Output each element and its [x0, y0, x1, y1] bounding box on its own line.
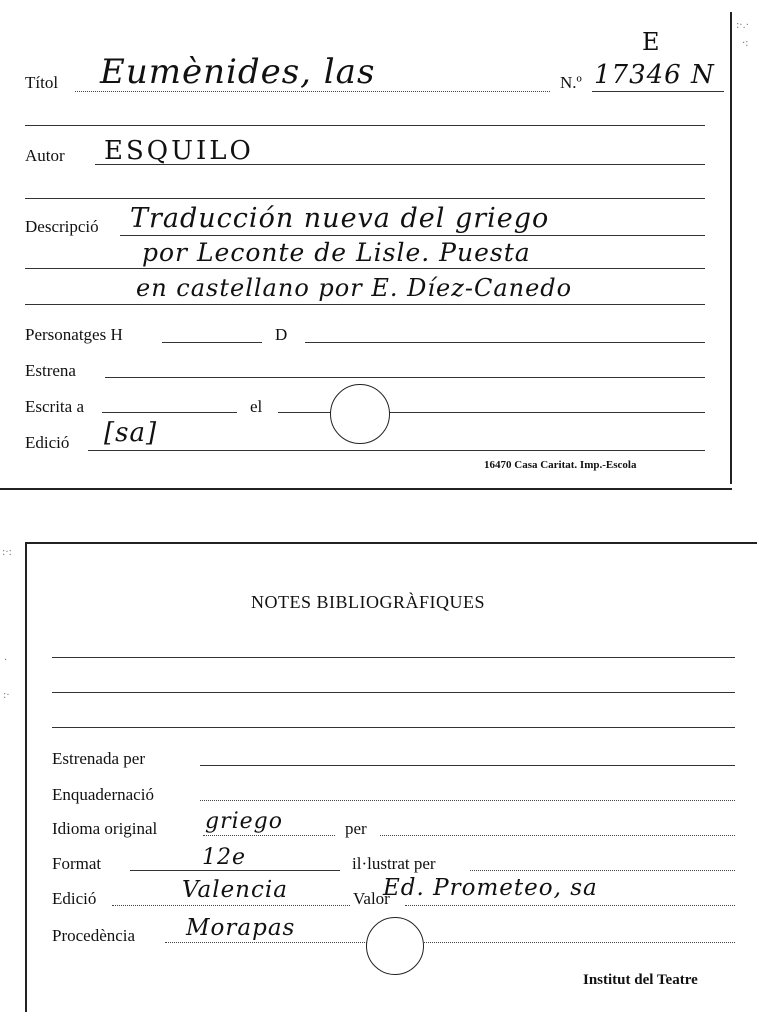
estrena-label: Estrena	[25, 361, 76, 380]
edicio-line	[88, 450, 705, 451]
valor-value: Ed. Prometeo, sa	[383, 875, 598, 901]
enquadernacio-line	[200, 800, 735, 801]
printer-imprint: 16470 Casa Caritat. Imp.-Escola	[484, 459, 637, 471]
personatges-d-line	[305, 342, 705, 343]
numero-line	[592, 91, 724, 92]
numero-value: 17346 N	[594, 60, 715, 90]
titol-label: Títol	[25, 73, 59, 92]
procedencia-label: Procedència	[52, 926, 136, 945]
notes-line-3	[52, 727, 735, 728]
scan-specks: ·	[4, 655, 8, 666]
descripcio-label: Descripció	[25, 217, 99, 236]
valor-label: Valor	[353, 889, 390, 908]
escrita-label: Escrita a	[25, 397, 84, 416]
stamp-circle	[330, 384, 390, 444]
d-label: D	[275, 325, 288, 344]
numero-label: N.º	[560, 73, 582, 92]
descripcio-line-3	[25, 304, 705, 305]
illustrat-label: il·lustrat per	[352, 854, 436, 873]
scan-specks: ·:	[742, 38, 749, 49]
scan-specks: :·.·	[736, 20, 749, 31]
edicio-value: [sa]	[104, 418, 158, 448]
card-left-border	[25, 542, 27, 1012]
format-label: Format	[52, 854, 102, 873]
procedencia-line	[165, 942, 735, 943]
estrenada-label: Estrenada per	[52, 749, 145, 768]
format-value: 12e	[202, 845, 247, 870]
card-bottom-border	[0, 488, 732, 490]
catalog-card-front	[0, 0, 759, 495]
illustrat-line	[470, 870, 735, 871]
idioma-value: griego	[205, 809, 283, 834]
descripcio-line-2	[25, 268, 705, 269]
card-right-border	[730, 12, 732, 484]
back-edicio-value: Valencia	[182, 877, 288, 903]
valor-line	[405, 905, 735, 906]
procedencia-value: Morapas	[186, 915, 296, 941]
blank-line	[25, 198, 705, 199]
titol-value: Eumènides, las	[100, 52, 376, 92]
edicio-label: Edició	[25, 433, 70, 452]
idioma-label: Idioma original	[52, 819, 158, 838]
catalog-card-back	[0, 535, 759, 1028]
notes-line-1	[52, 657, 735, 658]
personatges-label: Personatges H	[25, 325, 123, 344]
enquadernacio-label: Enquadernació	[52, 785, 154, 804]
descripcio-line-3-text: en castellano por E. Díez-Canedo	[136, 274, 573, 302]
estrenada-line	[200, 765, 735, 766]
personatges-h-line	[162, 342, 262, 343]
back-edicio-label: Edició	[52, 889, 97, 908]
escrita-line	[102, 412, 237, 413]
card-top-border	[25, 542, 757, 544]
corner-mark: E	[642, 28, 661, 56]
blank-line	[25, 125, 705, 126]
descripcio-line-1	[120, 235, 705, 236]
per-label: per	[345, 819, 367, 838]
stamp-circle	[366, 917, 424, 975]
descripcio-line-1-text: Traducción nueva del griego	[130, 203, 550, 234]
idioma-line	[203, 835, 335, 836]
notes-line-2	[52, 692, 735, 693]
estrena-line	[105, 377, 705, 378]
scan-specks: :·:	[2, 547, 12, 558]
autor-label: Autor	[25, 146, 65, 165]
back-edicio-line	[112, 905, 350, 906]
el-label: el	[250, 397, 263, 416]
scan-specks: :·	[3, 690, 10, 701]
autor-value: ESQUILO	[104, 136, 254, 166]
notes-heading: NOTES BIBLIOGRÀFIQUES	[251, 592, 486, 612]
institution-imprint: Institut del Teatre	[583, 972, 698, 988]
format-line	[130, 870, 340, 871]
descripcio-line-2-text: por Leconte de Lisle. Puesta	[142, 238, 531, 267]
per-line	[380, 835, 735, 836]
